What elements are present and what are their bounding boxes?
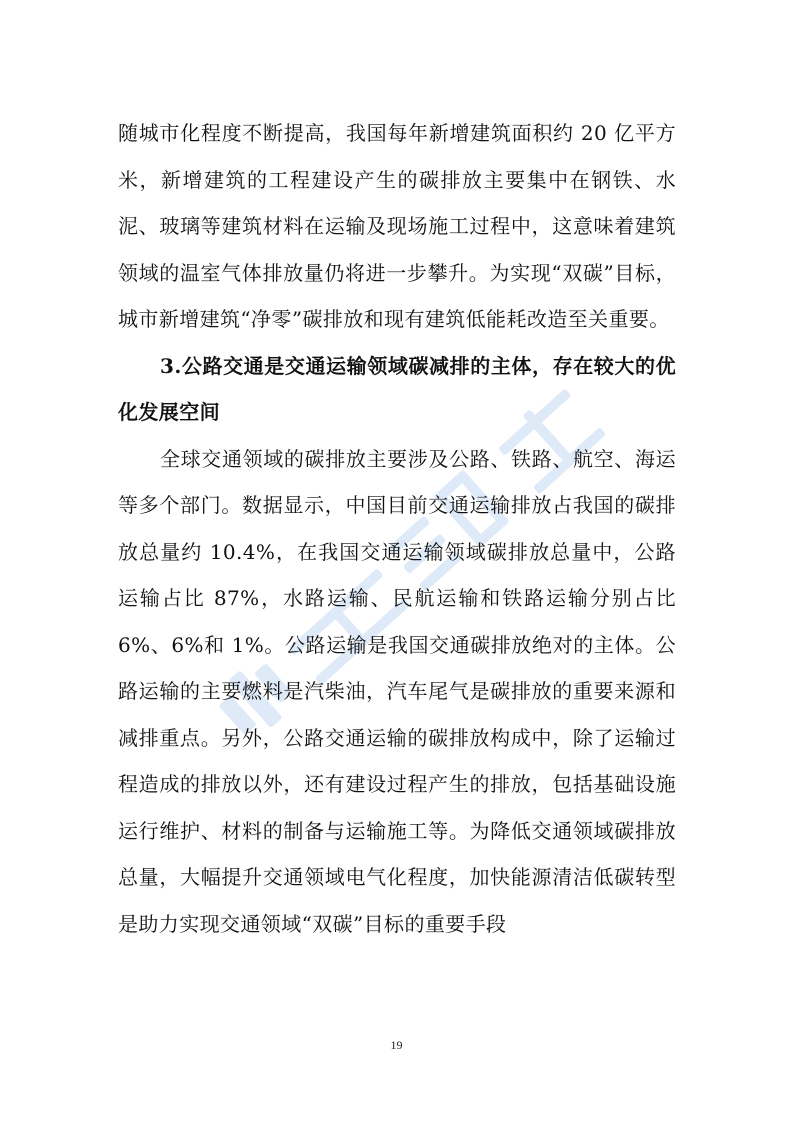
paragraph-main: 全球交通领域的碳排放主要涉及公路、铁路、航空、海运等多个部门。数据显示，中国目前交通运输排放占我国的碳排放总量约 10.4%，在我国交通运输领域碳排放总量中，公路运输占比 87%，水路运输、民航运输和铁路运输分别占比 6%、6%和 1%。公路运输是我国交通碳排放绝对的主体。公路运输的主要燃料是汽柴油，汽车尾气是碳排放的重要来源和减排重点。另外，公路交通运输的碳排放构成中，除了运输过程造成的排放以外，还有建设过程产生的排放，包括基础设施运行维护、材料的制备与运输施工等。为降低交通领域碳排放总量，大幅提升交通领域电气化程度，加快能源清洁低碳转型是助力实现交通领域“双碳”目标的重要手段 xyxy=(118,446,676,936)
paragraph-continued: 随城市化程度不断提高，我国每年新增建筑面积约 20 亿平方米，新增建筑的工程建设产生的碳排放主要集中在钢铁、水泥、玻璃等建筑材料在运输及现场施工过程中，这意味着建筑领域的温室气体排放量仍将进一步攀升。为实现“双碳”目标，城市新增建筑“净零”碳排放和现有建筑低能耗改造至关重要。 xyxy=(118,121,676,331)
page-number: 19 xyxy=(390,1038,403,1052)
section-heading: 3.公路交通是交通运输领域碳减排的主体，存在较大的优化发展空间 xyxy=(118,353,676,424)
document-body xyxy=(118,110,676,947)
